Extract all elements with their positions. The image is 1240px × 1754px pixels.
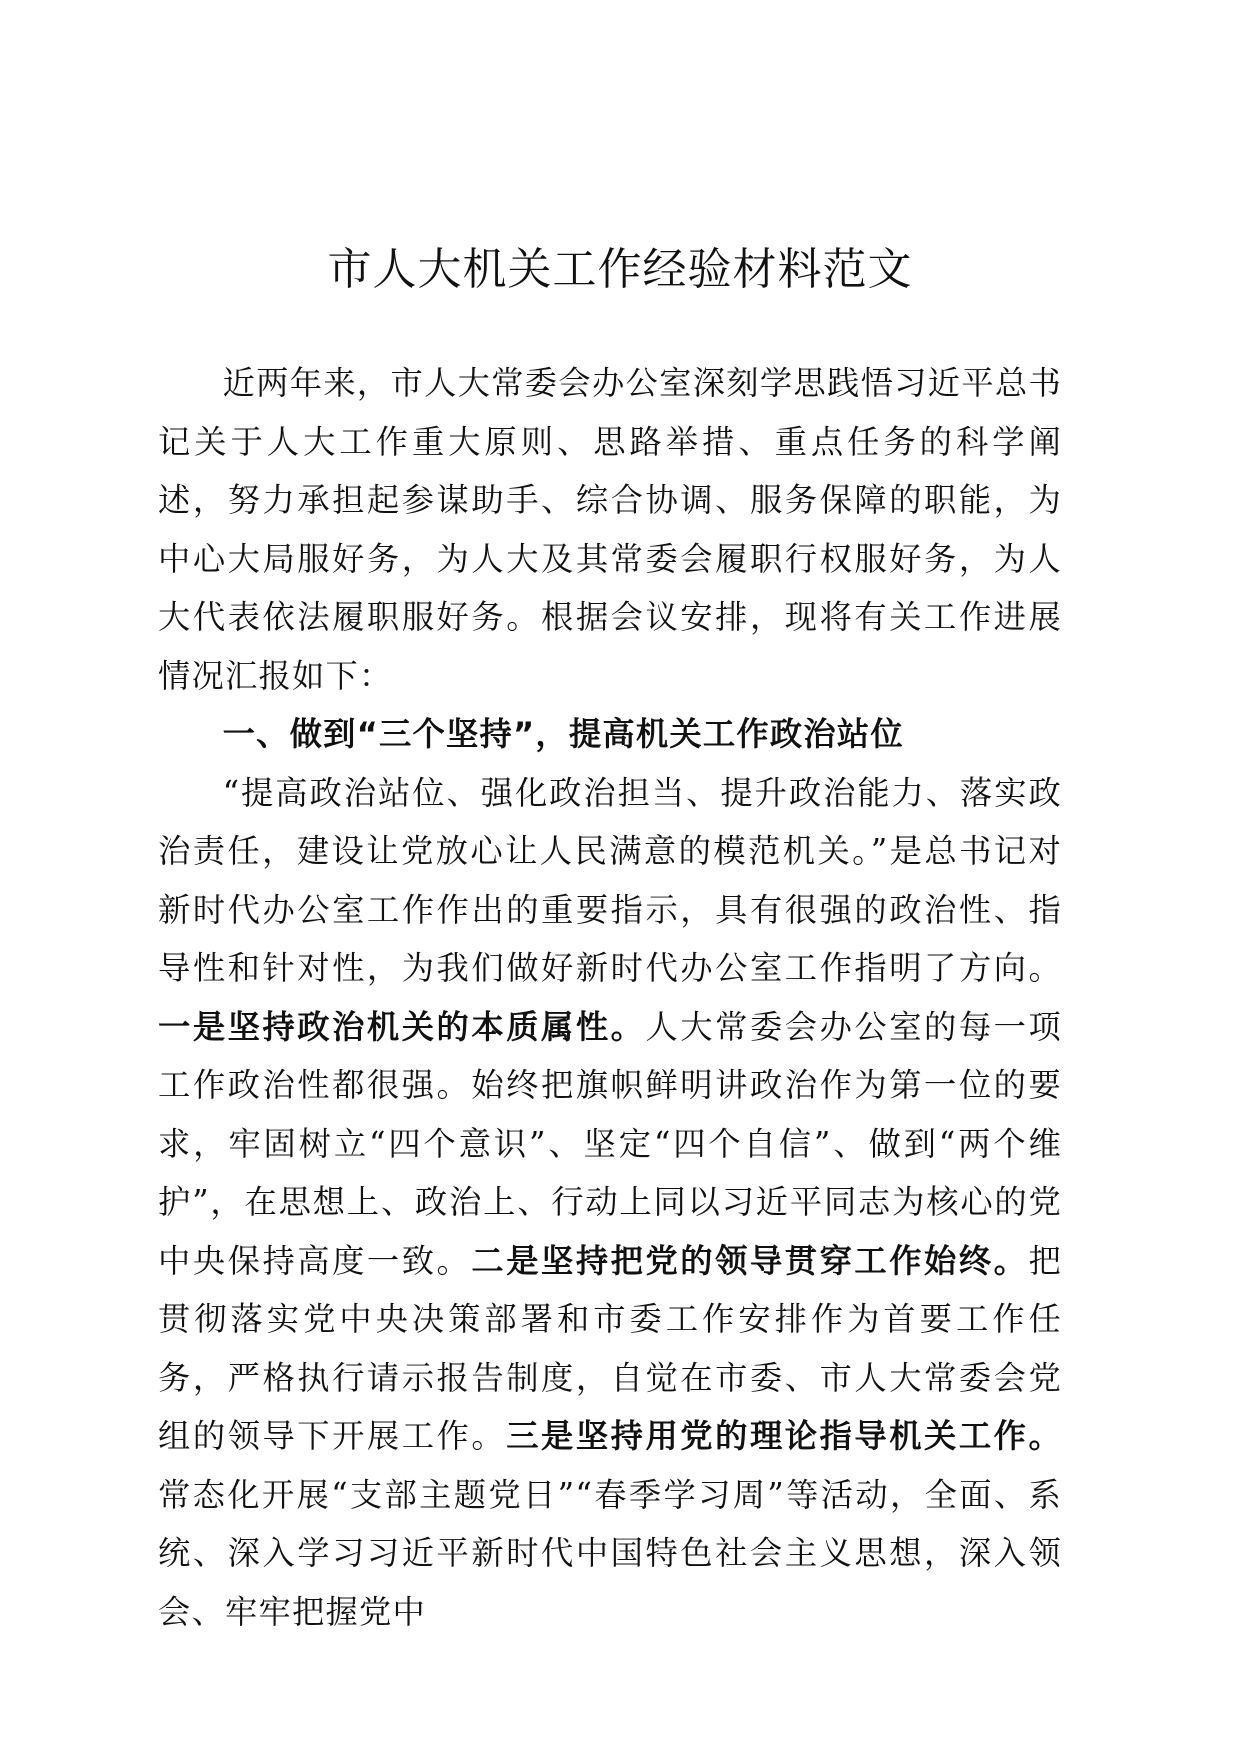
section-one-paragraph xyxy=(158,764,1062,1642)
point-two-lead: 二是坚持把党的领导贯穿工作始终。 xyxy=(471,1241,1029,1280)
point-one-text: 人大常委会办公室的每一项工作政治性都很强。始终把旗帜鲜明讲政治作为第一位的要求，牢固树立“四个意识”、坚定“四个自信”、做到“两个维护”，在思想上、政治上、行动上同以习近平同志为核心的党中央保持高度一致。 xyxy=(158,1007,1062,1280)
intro-paragraph: 近两年来，市人大常委会办公室深刻学思践悟习近平总书记关于人大工作重大原则、思路举措、重点任务的科学阐述，努力承担起参谋助手、综合协调、服务保障的职能，为中心大局服好务，为人大及其常委会履职行权服好务，为人大代表依法履职服好务。根据会议安排，现将有关工作进展情况汇报如下： xyxy=(158,364,1062,695)
section-one-heading: 一、做到“三个坚持”，提高机关工作政治站位 xyxy=(222,715,904,753)
point-one-lead: 一是坚持政治机关的本质属性。 xyxy=(158,1007,646,1046)
point-three-text: 常态化开展“支部主题党日”“春季学习周”等活动，全面、系统、深入学习习近平新时代中国特色社会主义思想，深入领会、牢牢把握党中 xyxy=(158,1475,1062,1631)
document-body xyxy=(158,354,1062,1641)
point-three-lead: 三是坚持用党的理论指导机关工作。 xyxy=(506,1417,1062,1455)
paragraph-text: “提高政治站位、强化政治担当、提升政治能力、落实政治责任，建设让党放心让人民满意的模范机关。”是总书记对新时代办公室工作作出的重要指示，具有很强的政治性、指导性和针对性，为我们做好新时代办公室工作指明了方向。 xyxy=(158,773,1062,987)
point-two-text: 把贯彻落实党中央决策部署和市委工作安排作为首要工作任务，严格执行请示报告制度，自觉在市委、市人大常委会党组的领导下开展工作。 xyxy=(158,1241,1062,1455)
document-title: 市人大机关工作经验材料范文 xyxy=(327,244,913,295)
